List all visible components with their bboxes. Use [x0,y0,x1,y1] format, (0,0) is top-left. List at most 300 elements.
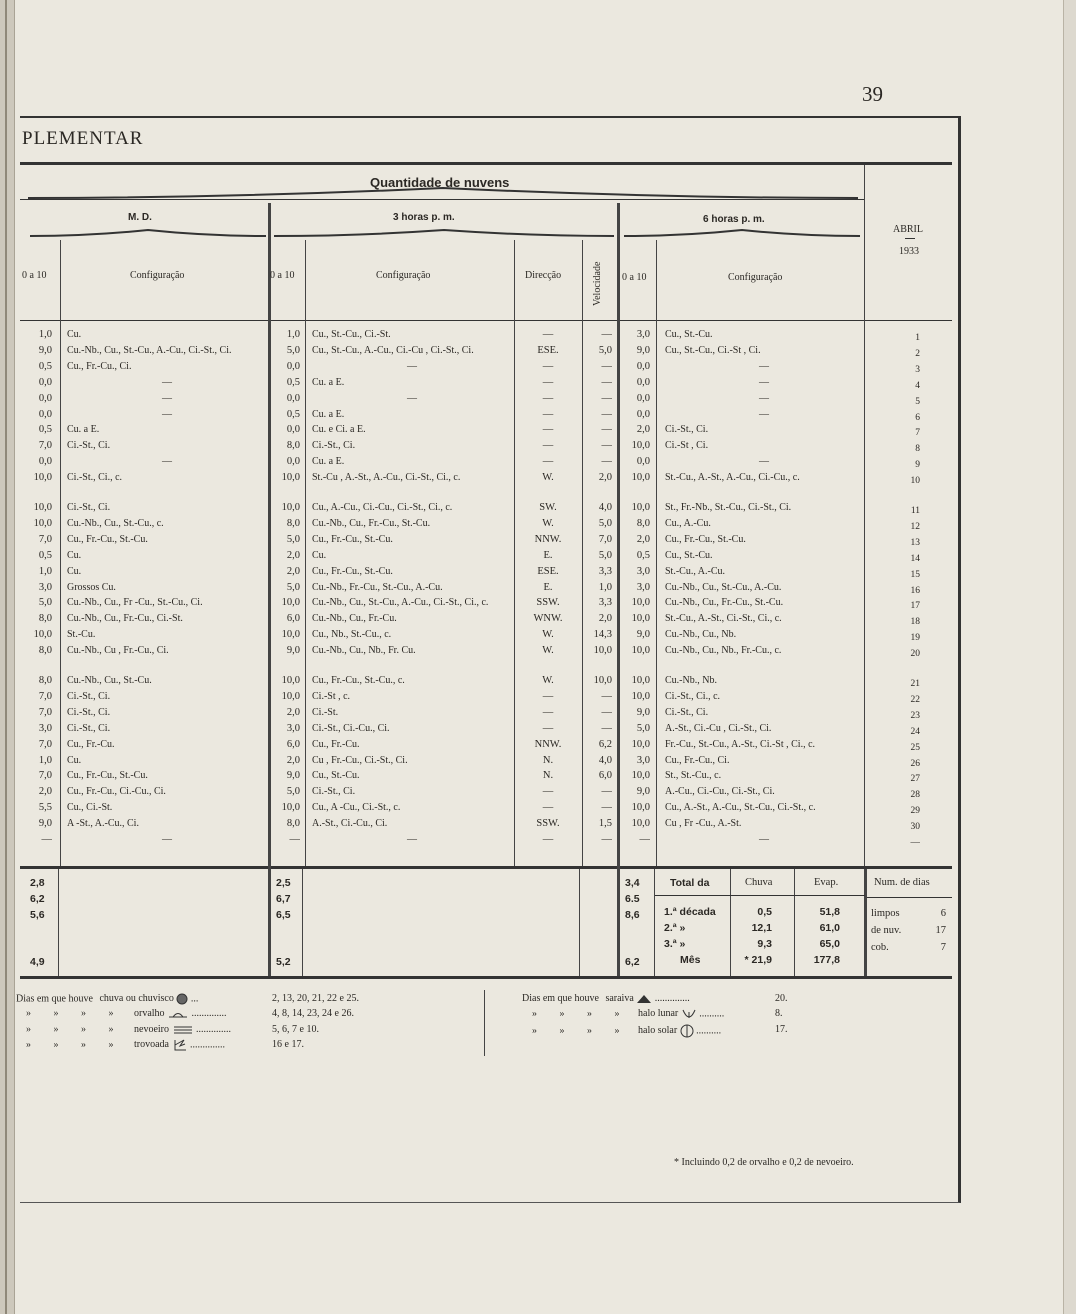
cell-3h-config: Cu. a E. [312,376,345,388]
cell-md-amount: 7,0 [38,706,52,718]
cell-6h-config: St.-Cu., A.-St., A.-Cu., Ci.-Cu., c. [665,472,800,484]
cell-6h-config: Fr.-Cu., St.-Cu., A.-St., Ci.-St , Ci., c. [665,738,816,750]
brace-6h [624,228,860,240]
cell-velocity: — [601,722,612,734]
cell-3h-config: Cu., Nb., St.-Cu., c. [312,629,392,641]
group-divider [268,203,271,976]
cell-md-amount: 7,0 [38,770,52,782]
cell-md-config: Cu.-Nb., Cu., St.-Cu. [67,675,152,686]
cell-md-config: — [162,376,172,388]
cell-3h-amount: 10,0 [281,629,300,641]
header-group-3h: 3 horas p. m. [393,212,455,223]
cell-3h-config: Cu.-Nb., Fr.-Cu., St.-Cu., A.-Cu. [312,581,443,593]
col-divider [730,869,731,976]
col-header-config-3h: Configuração [376,270,431,281]
cell-3h-amount: 0,5 [286,376,300,388]
thunder-icon [172,1039,188,1051]
footer-label: nevoeiro [134,1024,169,1035]
cell-md-amount: 5,5 [38,802,52,814]
footer-divider [484,990,485,1056]
summary-6h-month: 6,2 [625,956,640,968]
header-group-6h: 6 horas p. m. [703,214,765,225]
rain-icon [176,993,188,1005]
cell-6h-amount: 9,0 [636,629,650,641]
cell-6h-amount: 10,0 [631,645,650,657]
cell-3h-amount: — [289,834,300,845]
cell-md-amount: 8,0 [38,645,52,657]
cell-6h-amount: 10,0 [631,472,650,484]
cell-velocity: — [601,329,612,340]
num-dias-rule [867,897,952,898]
month-total-chuva: * 21,9 [744,954,772,966]
cell-day: 16 [910,585,920,596]
cell-direction: — [542,456,554,468]
cell-6h-config: Cu.-Nb., Nb. [665,675,717,686]
cell-md-config: Grossos Cu. [67,581,116,593]
cell-3h-config: Cu. a E. [312,456,345,468]
cell-3h-amount: 5,0 [286,344,300,356]
cell-md-config: Ci.-St., Ci. [67,502,111,513]
cell-6h-amount: 3,0 [636,565,650,577]
dias-nuv-value: 17 [935,925,946,936]
cell-6h-config: St., St.-Cu., c. [665,770,722,782]
cell-day: 8 [915,444,920,455]
footer-left-4-days: 16 e 17. [272,1039,304,1050]
cell-md-config: Cu., Fr.-Cu. [67,738,115,750]
cell-3h-amount: 2,0 [286,549,300,561]
cell-md-config: Cu. [67,754,82,766]
col-divider [514,240,515,866]
cell-3h-config: Cu.-Nb., Cu., Fr.-Cu., St.-Cu. [312,517,431,529]
cell-md-config: Ci.-St., Ci., c. [67,472,123,484]
cell-md-config: A -St., A.-Cu., Ci. [67,818,139,830]
cell-velocity: — [601,376,612,388]
cell-3h-amount: 6,0 [286,738,300,750]
cell-6h-amount: 2,0 [636,533,650,545]
cell-day: 26 [910,758,920,769]
cell-md-amount: 7,0 [38,690,52,702]
footer-right-3-days: 17. [775,1024,788,1035]
cell-velocity: — [601,392,612,404]
cell-3h-config: Cu.-Nb., Cu., Fr.-Cu. [312,613,397,625]
cell-6h-config: — [759,408,769,420]
cell-day: 21 [910,679,920,689]
cell-3h-amount: 3,0 [286,722,300,734]
dias-limpos-value: 6 [940,908,946,919]
month-dash [905,238,915,239]
col-divider [60,240,61,866]
hail-icon [636,994,652,1004]
cell-3h-amount: 1,0 [286,329,300,340]
cell-velocity: — [601,706,612,718]
footer-left-3 [26,1024,231,1035]
cell-6h-config: Cu., Fr.-Cu., St.-Cu. [665,533,746,545]
cell-direction: WNW. [533,613,563,625]
cell-direction: — [542,329,554,340]
cell-3h-config: Cu., Fr.-Cu., St.-Cu., c. [312,675,405,686]
cell-direction: W. [542,675,554,686]
cell-velocity: — [601,440,612,452]
cell-6h-amount: 10,0 [631,597,650,609]
cell-day: 1 [915,333,920,343]
cell-6h-config: Cu., St.-Cu. [665,549,713,561]
cell-velocity: — [601,802,612,814]
col-divider [579,869,580,976]
cell-6h-config: Ci.-St., Ci. [665,424,709,436]
cell-md-config: — [162,834,172,845]
cell-6h-amount: 10,0 [631,770,650,782]
cell-md-amount: 7,0 [38,533,52,545]
cell-direction: — [542,376,554,388]
cell-3h-amount: 0,0 [286,392,300,404]
col-divider [654,869,655,976]
cell-3h-config: Cu., A -Cu., Ci.-St., c. [312,802,401,814]
cell-6h-amount: 0,0 [636,360,650,372]
cell-md-amount: 0,0 [38,456,52,468]
cell-3h-amount: 5,0 [286,581,300,593]
cell-direction: W. [542,517,554,529]
cell-6h-amount: — [639,834,650,845]
footer-left-1 [16,993,198,1005]
cell-md-amount: 10,0 [33,502,52,513]
cell-6h-amount: 9,0 [636,344,650,356]
cell-velocity: 2,0 [598,472,612,484]
cell-day: 9 [915,460,920,471]
footer-label: chuva ou chuvisco [99,993,174,1005]
footer-dots: .......... [696,1025,722,1037]
cell-day: 24 [910,726,920,737]
cell-3h-config: Cu., St.-Cu. [312,770,360,782]
cell-6h-amount: 0,0 [636,408,650,420]
cell-3h-config: Ci.-St , c. [312,690,351,702]
brace-main [28,186,858,200]
cell-md-config: Cu. [67,329,82,340]
cell-md-config: — [162,392,172,404]
footer-dots: .............. [191,1008,227,1019]
footer-right-2 [532,1008,724,1020]
summary-3h-1: 2,5 [276,877,291,889]
cell-md-config: Ci.-St., Ci. [67,722,111,734]
summary-md-1: 2,8 [30,877,45,889]
cell-velocity: — [601,360,612,372]
cell-direction: — [542,690,554,702]
cell-6h-amount: 8,0 [636,517,650,529]
cell-md-config: Cu.-Nb., Cu., St.-Cu., c. [67,517,164,529]
cell-6h-amount: 10,0 [631,738,650,750]
cell-3h-amount: 10,0 [281,690,300,702]
cell-direction: — [542,834,554,845]
cell-md-config: Cu. [67,549,82,561]
cell-md-amount: 7,0 [38,440,52,452]
cell-direction: — [542,424,554,436]
cell-3h-config: Cu., St.-Cu., A.-Cu., Ci.-Cu , Ci.-St., Ci. [312,344,474,356]
summary-md-month: 4,9 [30,956,45,968]
footer-prefix: » » » » [26,1024,124,1035]
cell-md-amount: 1,0 [38,329,52,340]
decade-1-evap: 51,8 [819,906,840,918]
cell-6h-amount: 0,0 [636,376,650,388]
cell-md-amount: 9,0 [38,818,52,830]
footer-right-1 [522,993,690,1004]
cell-direction: — [542,392,554,404]
total-label: Total da [670,877,710,889]
col-divider [864,165,865,866]
col-divider [656,240,657,866]
cell-velocity: 1,5 [598,818,612,830]
cell-day: 12 [910,521,920,532]
cell-day: 19 [910,633,920,644]
cell-direction: N. [542,754,554,766]
cell-3h-config: Cu., St.-Cu., Ci.-St. [312,329,391,340]
cell-velocity: 6,0 [598,770,612,782]
footer-left-4 [26,1039,225,1051]
footer-prefix: Dias em que houve [16,993,93,1005]
cell-6h-amount: 0,0 [636,392,650,404]
page-title: PLEMENTAR [22,128,144,149]
cell-md-amount: 3,0 [38,722,52,734]
cell-direction: NNW. [534,533,562,545]
footer-label: trovoada [134,1039,169,1051]
cell-direction: E. [543,581,553,593]
footer-left-3-days: 5, 6, 7 e 10. [272,1024,319,1035]
cell-md-amount: — [41,834,52,845]
cell-direction: — [542,722,554,734]
cell-6h-config: Cu , Fr -Cu., A.-St. [665,818,742,830]
cell-day: 18 [910,617,920,628]
cell-md-config: Cu., Fr.-Cu., St.-Cu. [67,770,148,782]
cell-md-amount: 2,0 [38,786,52,798]
cell-3h-amount: 5,0 [286,533,300,545]
col-divider [794,869,795,976]
cell-3h-config: Cu., Fr.-Cu., St.-Cu. [312,565,393,577]
cell-6h-config: Cu.-Nb., Cu., Fr.-Cu., St.-Cu. [665,597,784,609]
col-header-scale-6h: 0 a 10 [622,272,647,283]
col-header-year: 1933 [899,246,919,257]
cell-6h-amount: 10,0 [631,802,650,814]
col-header-velocity: Velocidade [592,261,603,306]
cell-md-amount: 8,0 [38,613,52,625]
cell-velocity: 5,0 [598,517,612,529]
cell-md-amount: 0,0 [38,392,52,404]
cell-3h-amount: 0,5 [286,408,300,420]
col-header-month: ABRIL [893,224,923,235]
cell-md-config: Ci.-St., Ci. [67,440,111,452]
cell-6h-amount: 9,0 [636,786,650,798]
cell-velocity: 5,0 [598,344,612,356]
cell-day: 5 [915,396,920,407]
summary-3h-month: 5,2 [276,956,291,968]
cell-direction: — [542,408,554,420]
dias-limpos-label: limpos [871,908,900,919]
cell-direction: ESE. [537,344,559,356]
cell-day: 25 [910,742,920,753]
cell-6h-amount: 0,0 [636,456,650,468]
cell-velocity: — [601,408,612,420]
cell-3h-amount: 10,0 [281,802,300,814]
cell-velocity: — [601,424,612,436]
cell-velocity: 5,0 [598,549,612,561]
brace-3h [274,228,614,240]
cell-velocity: 10,0 [593,645,612,657]
lunar-halo-icon [681,1008,697,1020]
decade-1-label: 1.ª década [664,906,716,918]
cell-3h-amount: 2,0 [286,565,300,577]
cell-day: 7 [915,428,920,439]
col-header-scale-3h: 0 a 10 [270,270,295,281]
cell-md-amount: 10,0 [33,629,52,641]
cell-3h-config: Ci.-St., Ci.-Cu., Ci. [312,722,390,734]
cell-md-amount: 1,0 [38,754,52,766]
col-header-direction: Direcção [525,270,562,281]
cell-day: 29 [910,806,920,817]
cell-md-config: Cu. a E. [67,424,100,436]
cell-day: 15 [910,569,920,580]
cell-3h-config: — [407,360,417,372]
cell-3h-config: Cu., Fr.-Cu. [312,738,360,750]
evap-label: Evap. [814,877,839,888]
summary-3h-3: 6,5 [276,909,291,921]
decade-3-chuva: 9,3 [757,938,772,950]
cell-md-amount: 7,0 [38,738,52,750]
cell-6h-config: Ci.-St., Ci. [665,706,709,718]
solar-halo-icon [680,1024,694,1038]
cell-6h-config: Ci.-St., Ci., c. [665,690,721,702]
cell-3h-amount: 8,0 [286,517,300,529]
cell-3h-config: Cu.-Nb., Cu., Nb., Fr. Cu. [312,645,416,657]
cell-velocity: 4,0 [598,502,612,513]
cell-6h-amount: 10,0 [631,675,650,686]
cell-velocity: 1,0 [598,581,612,593]
cell-md-config: Ci.-St., Ci. [67,690,111,702]
cell-6h-config: Cu., A.-Cu. [665,517,711,529]
footer-right-1-days: 20. [775,993,788,1004]
cell-6h-amount: 10,0 [631,440,650,452]
cell-md-config: Cu., Fr.-Cu., Ci. [67,360,132,372]
cell-3h-config: Cu. e Ci. a E. [312,424,366,436]
cell-day: 10 [910,476,920,487]
col-divider [864,869,867,976]
book-spine-edge [5,0,7,1314]
cell-velocity: 3,3 [598,597,612,609]
footnote: * Incluindo 0,2 de orvalho e 0,2 de nevoeiro. [674,1157,854,1168]
summary-6h-2: 6.5 [625,893,640,905]
cell-velocity: 2,0 [598,613,612,625]
cell-6h-amount: 9,0 [636,706,650,718]
cell-day: 17 [910,601,920,612]
cell-6h-amount: 2,0 [636,424,650,436]
cell-3h-config: Ci.-St. [312,706,339,718]
cell-day: 14 [910,553,920,564]
cell-3h-amount: 10,0 [281,502,300,513]
cell-md-config: Cu.-Nb., Cu , Fr.-Cu., Ci. [67,645,169,657]
cell-direction: SSW. [536,597,560,609]
cell-day: 22 [910,694,920,705]
cell-3h-amount: 10,0 [281,597,300,609]
header-group-md: M. D. [128,212,152,223]
cell-3h-config: A.-St., Ci.-Cu., Ci. [312,818,388,830]
footer-left-2 [26,1008,227,1019]
footer-label: orvalho [134,1008,165,1019]
fog-icon [172,1025,194,1035]
cell-md-config: St.-Cu. [67,629,96,641]
cell-6h-config: Cu., Fr.-Cu., Ci. [665,754,730,766]
cell-md-amount: 8,0 [38,675,52,686]
cell-day: 11 [910,506,920,516]
cell-md-amount: 0,5 [38,549,52,561]
cell-day: 27 [910,774,920,785]
cell-day: 3 [915,364,920,375]
cell-day: 28 [910,790,920,801]
cell-velocity: — [601,834,612,845]
cell-3h-amount: 0,0 [286,360,300,372]
cell-direction: NNW. [534,738,562,750]
page-number: 39 [862,82,883,106]
dias-cob-label: cob. [871,942,889,953]
footer-prefix: » » » » [26,1039,124,1051]
num-dias-label: Num. de dias [874,877,930,888]
footer-dots: .......... [699,1008,725,1020]
cell-3h-amount: 9,0 [286,770,300,782]
cell-direction: ESE. [537,565,559,577]
cell-6h-amount: 3,0 [636,329,650,340]
cell-6h-config: Cu.-Nb., Cu., Nb. [665,629,737,641]
cell-velocity: 10,0 [593,675,612,686]
cell-day: 13 [910,537,920,548]
cell-md-amount: 5,0 [38,597,52,609]
footer-left-2-days: 4, 8, 14, 23, 24 e 26. [272,1008,354,1019]
cell-velocity: — [601,690,612,702]
page-edge [1063,0,1076,1314]
cell-3h-config: Cu., A.-Cu., Ci.-Cu., Ci.-St., Ci., c. [312,502,453,513]
cell-md-config: Cu.-Nb., Cu., Fr -Cu., St.-Cu., Ci. [67,597,203,609]
cell-3h-config: Cu.-Nb., Cu., St.-Cu., A.-Cu., Ci.-St., Ci., c. [312,597,489,609]
header-bottom-rule [20,320,952,321]
cell-3h-amount: 0,0 [286,456,300,468]
dias-cob-value: 7 [940,942,946,953]
cell-md-amount: 0,5 [38,424,52,436]
title-rule [20,162,952,165]
cell-6h-config: — [759,376,769,388]
footer-left-1-days: 2, 13, 20, 21, 22 e 25. [272,993,359,1004]
decade-1-chuva: 0,5 [757,906,772,918]
summary-bottom-rule [20,976,952,979]
cell-day: 6 [915,412,920,423]
cell-velocity: 14,3 [593,629,612,641]
cell-day: 23 [910,710,920,721]
footer-dots: ... [190,993,199,1005]
cell-6h-config: — [759,834,769,845]
cell-md-amount: 0,0 [38,408,52,420]
month-total-label: Mês [680,954,701,966]
summary-md-3: 5,6 [30,909,45,921]
cell-direction: W. [542,645,554,657]
col-divider [302,869,303,976]
cell-3h-amount: 2,0 [286,754,300,766]
cell-direction: N. [542,770,554,782]
summary-3h-2: 6,7 [276,893,291,905]
cell-direction: SSW. [536,818,560,830]
cell-3h-config: Cu. [312,549,327,561]
cell-velocity: 4,0 [598,754,612,766]
footer-prefix: » » » » [26,1008,124,1019]
cell-day: 2 [915,348,920,359]
cell-6h-config: — [759,360,769,372]
cell-velocity: 6,2 [598,738,612,750]
cell-direction: — [542,360,554,372]
cell-6h-amount: 3,0 [636,754,650,766]
cell-md-amount: 0,0 [38,376,52,388]
cell-day: — [910,838,920,848]
